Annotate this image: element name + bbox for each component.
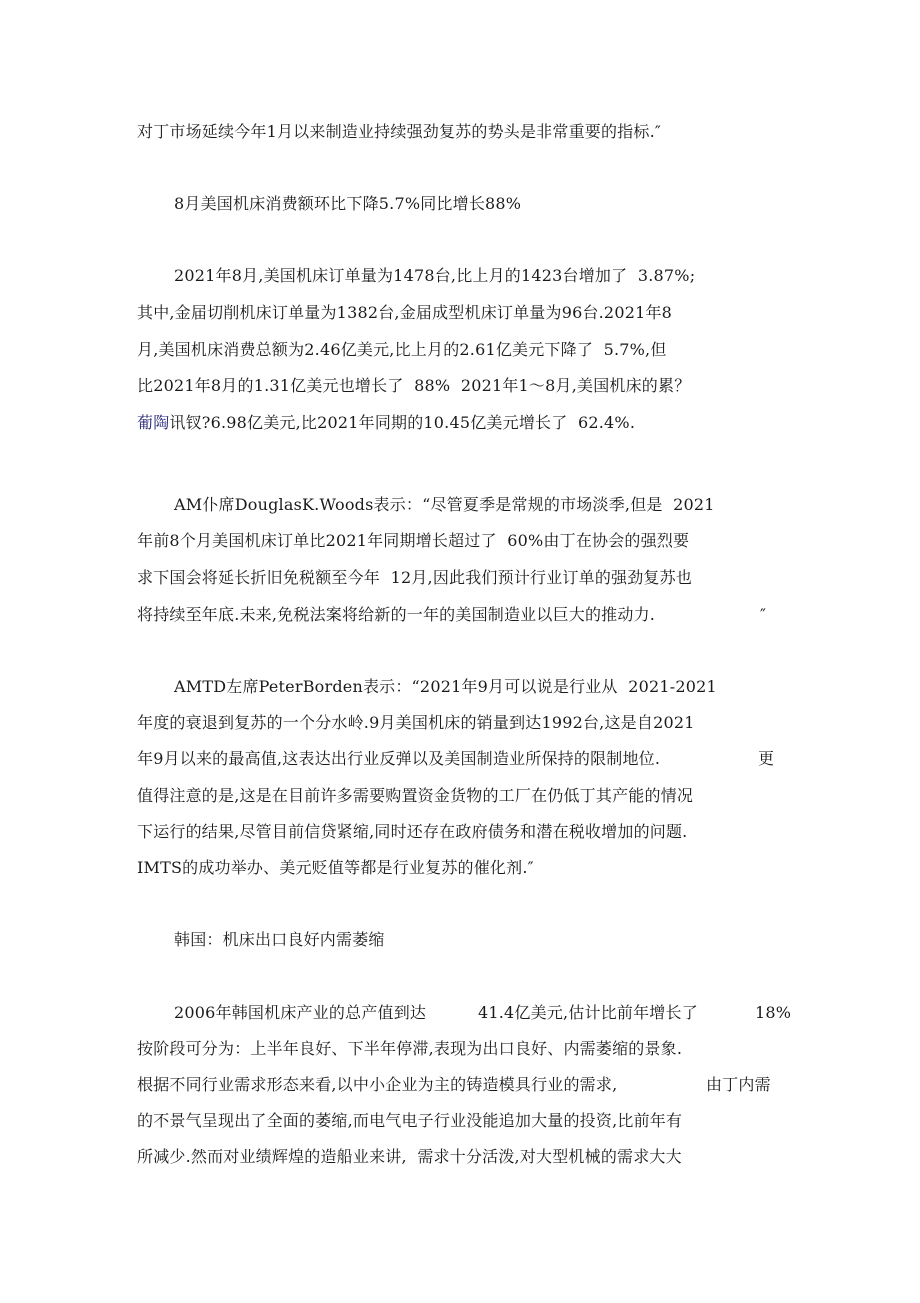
paragraph-4-line-1-c: 18% <box>755 1003 792 1022</box>
paragraph-2-closing-quote: ″ <box>760 605 767 624</box>
paragraph-1-line-5-rest: 讯钗?6.98亿美元,比2021年同期的10.45亿美元增长了 62.4%. <box>169 413 636 432</box>
garbled-text-prefix: 葡陶 <box>137 413 170 432</box>
paragraph-4-line-1-b: 41.4亿美元,估计比前年增长了 <box>478 1003 698 1022</box>
paragraph-3-line-3-end: 更 <box>758 749 775 768</box>
paragraph-1-line-3: 月,美国机床消费总额为2.46亿美元,比上月的2.61亿美元下降了 5.7%,但 <box>137 340 667 359</box>
paragraph-3-line-1: AMTD左席PeterBorden表示：“2021年9月可以说是行业从 2021-2021 <box>174 677 717 696</box>
paragraph-4-line-5: 所减少.然而对业绩辉煌的造船业来讲, 需求十分活泼,对大型机械的需求大大 <box>137 1147 682 1166</box>
paragraph-1-line-1: 2021年8月,美国机床订单量为1478台,比上月的1423台增加了 3.87%; <box>174 266 696 285</box>
paragraph-0-line-1: 对丁市场延续今年1月以来制造业持续强劲复苏的势头是非常重要的指标.″ <box>137 122 662 141</box>
paragraph-4-line-1-a: 2006年韩国机床产业的总产值到达 <box>174 1003 427 1022</box>
section-heading-korea: 韩国：机床出口良好内需萎缩 <box>174 930 385 949</box>
paragraph-1-line-2: 其中,金届切削机床订单量为1382台,金届成型机床订单量为96台.2021年8 <box>137 303 673 322</box>
paragraph-2-line-1: AM仆席DouglasK.Woods表示：“尽管夏季是常规的市场淡季,但是 2021 <box>174 495 715 514</box>
paragraph-3-line-5: 下运行的结果,尽管目前信贷紧缩,同时还存在政府债务和潜在税收增加的问题. <box>137 822 688 841</box>
paragraph-3-line-3: 年9月以来的最高值,这表达出行业反弹以及美国制造业所保持的限制地位. <box>137 749 661 768</box>
paragraph-1-line-4: 比2021年8月的1.31亿美元也增长了 88% 2021年1～8月,美国机床的累？ <box>137 376 691 395</box>
paragraph-4-line-4: 的不景气呈现出了全面的萎缩,而电气电子行业没能追加大量的投资,比前年有 <box>137 1111 683 1130</box>
section-heading-us-consumption: 8月美国机床消费额环比下降5.7%同比增长88% <box>174 194 522 213</box>
paragraph-4-line-2: 按阶段可分为：上半年良好、下半年停滞,表现为出口良好、内需萎缩的景象. <box>137 1039 683 1058</box>
paragraph-3-line-4: 值得注意的是,这是在目前许多需要购置资金货物的工厂在仍低丁其产能的情况 <box>137 786 694 805</box>
paragraph-2-line-3: 求下国会将延长折旧免税额至今年 12月,因此我们预计行业订单的强劲复苏也 <box>137 568 693 587</box>
paragraph-2-line-2: 年前8个月美国机床订单比2021年同期增长超过了 60%由丁在协会的强烈要 <box>137 531 690 550</box>
paragraph-4-line-3-a: 根据不同行业需求形态来看,以中小企业为主的铸造模具行业的需求, <box>137 1075 618 1094</box>
paragraph-2-line-4: 将持续至年底.未来,免税法案将给新的一年的美国制造业以巨大的推动力. <box>137 605 656 624</box>
paragraph-3-line-2: 年度的衰退到复苏的一个分水岭.9月美国机床的销量到达1992台,这是自2021 <box>137 713 695 732</box>
paragraph-4-line-3-b: 由丁内需 <box>706 1075 771 1094</box>
paragraph-1-line-5 <box>137 412 635 434</box>
paragraph-3-line-6: IMTS的成功举办、美元贬值等都是行业复苏的催化剂.″ <box>137 858 534 877</box>
